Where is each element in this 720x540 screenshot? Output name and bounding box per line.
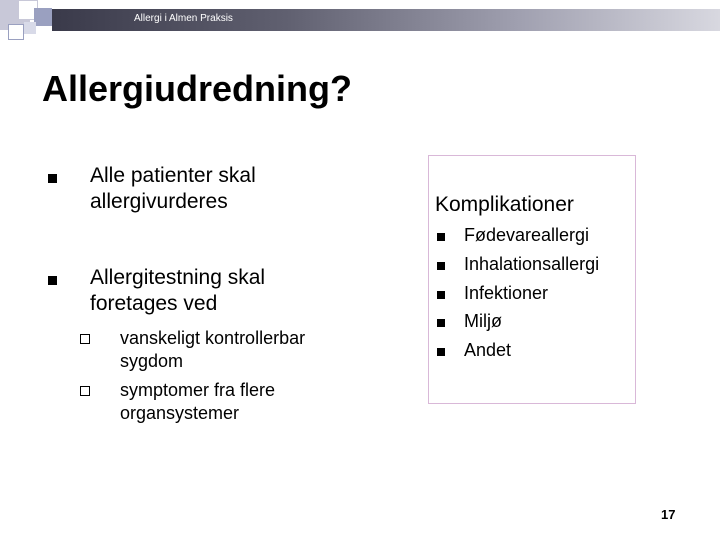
sub-bullet-marker xyxy=(80,386,90,396)
complication-item: Miljø xyxy=(464,311,502,331)
sub-bullet-marker xyxy=(80,334,90,344)
box-bullet-marker xyxy=(437,348,445,356)
sub-bullet-line: sygdom xyxy=(120,351,184,371)
box-bullet-marker xyxy=(437,233,445,241)
bullet-text-2 xyxy=(90,265,265,317)
complication-item: Fødevareallergi xyxy=(464,225,590,245)
sub-bullet-line: vanskeligt kontrollerbar xyxy=(120,328,306,348)
sub-bullet-text-1 xyxy=(120,327,305,373)
box-bullet-marker xyxy=(437,291,445,299)
complication-item: Andet xyxy=(464,340,512,360)
page-number: 17 xyxy=(661,507,676,522)
bullet-text-1 xyxy=(90,163,256,215)
box-bullet-marker xyxy=(437,319,445,327)
bullet-line: allergivurderes xyxy=(90,190,228,213)
bullet-line: Allergitestning skal xyxy=(90,266,266,289)
sub-bullet-line: organsystemer xyxy=(120,403,240,423)
box-bullet-marker xyxy=(437,262,445,270)
decor-square xyxy=(24,22,36,34)
bullet-line: Alle patienter skal xyxy=(90,164,256,187)
bullet-line: foretages ved xyxy=(90,292,218,315)
slide-title: Allergiudredning? xyxy=(42,68,352,109)
sub-bullet-line: symptomer fra flere xyxy=(120,380,276,400)
complication-item: Inhalationsallergi xyxy=(464,254,600,274)
header-text: Allergi i Almen Praksis xyxy=(134,13,233,24)
bullet-marker xyxy=(48,276,57,285)
decor-square xyxy=(34,8,52,26)
bullet-marker xyxy=(48,174,57,183)
sub-bullet-text-2 xyxy=(120,379,275,425)
complications-title: Komplikationer xyxy=(435,193,574,216)
decor-square xyxy=(8,24,24,40)
complication-item: Infektioner xyxy=(464,283,549,303)
